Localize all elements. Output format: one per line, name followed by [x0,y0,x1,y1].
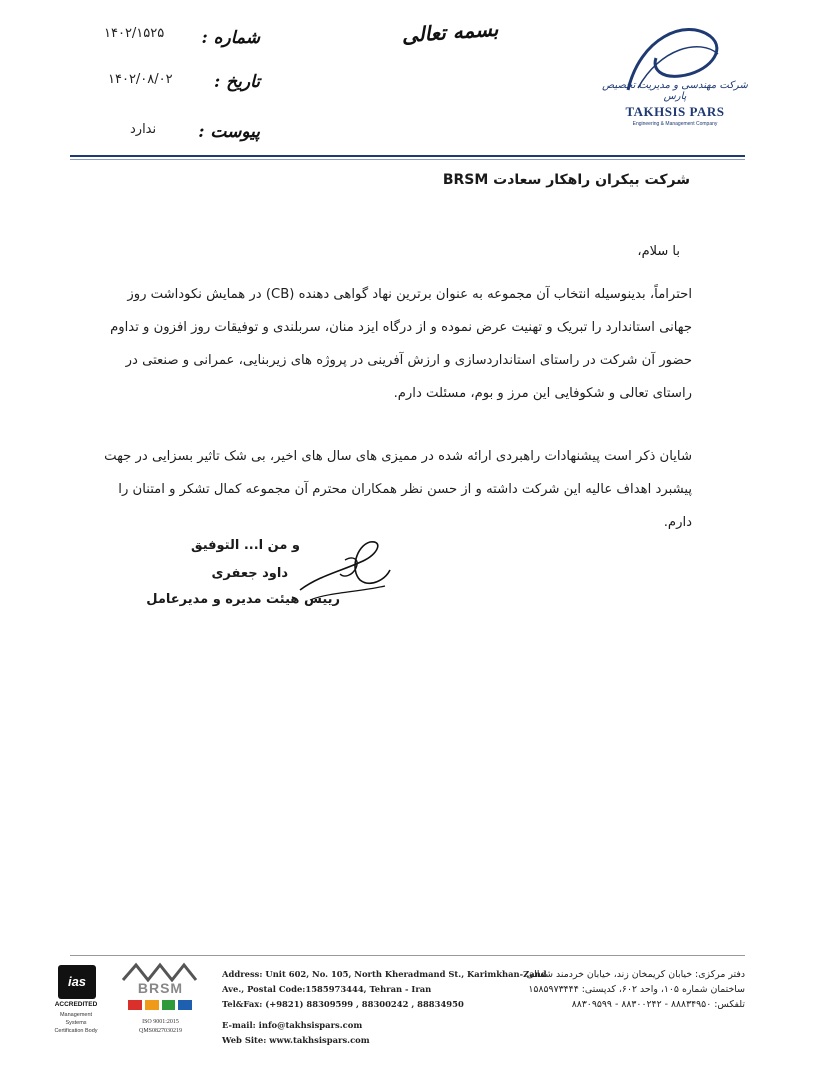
greeting: با سلام، [637,244,680,259]
closing: و من ا... التوفیق [190,538,300,553]
brsm-wave-icon [118,962,203,982]
number-value: ۱۴۰۲/۱۵۲۵ [104,26,165,41]
footer-website-en[interactable]: Web Site: www.takhsispars.com [222,1035,370,1045]
footer-address-en-2: Ave., Postal Code:1585973444, Tehran - Iran [222,984,432,994]
ias-logo: ias [58,965,96,999]
ias-caption-1: Management [59,1012,93,1018]
attachment-value: ندارد [130,122,157,137]
brsm-badge [118,962,203,1047]
brsm-orange-block [145,1000,159,1010]
footer-contact-en [222,967,547,1048]
footer-address-fa-1: دفتر مرکزی: خیابان کریمخان زند، خیابان خردمند شمالی، [523,969,745,980]
brsm-color-bar [128,1000,192,1010]
brsm-green-block [162,1000,176,1010]
footer-divider [70,955,745,956]
logo-en-name: TAKHSIS PARS [625,104,725,119]
logo-fa-name: شرکت مهندسی و مدیریت تخصیص پارس [602,80,748,102]
brsm-logo-text: BRSM [137,980,184,996]
brsm-red-block [128,1000,142,1010]
invocation-heading: بسمه تعالی [400,16,500,48]
ias-caption-3: Certification Body [54,1028,98,1034]
footer-address-fa-2: ساختمان شماره ۱۰۵، واحد ۶۰۲، کدپستی: ۱۵۸۵۹۷۳۴۴۴ [528,984,745,995]
company-logo [600,18,750,138]
signer-name: داود جعفری [211,566,288,581]
signature-icon [290,530,400,610]
footer-email-en[interactable]: E-mail: info@takhsispars.com [222,1020,363,1030]
ias-accredited: ACCREDITED [54,1001,98,1008]
number-label: شماره : [201,28,260,48]
ias-caption [40,1011,112,1035]
header-divider [70,155,745,157]
date-value: ۱۴۰۲/۰۸/۰۲ [108,72,173,87]
brsm-caption [118,1018,203,1036]
brsm-caption-1: ISO 9001:2015 [142,1019,179,1025]
brsm-caption-2: QMS0827030219 [138,1028,182,1034]
footer-telfax-en: Tel&Fax: (+9821) 88309599 , 88300242 , 88834950 [222,999,464,1009]
date-label: تاریخ : [213,72,260,92]
brsm-blue-block [178,1000,192,1010]
footer-address-en-1: Address: Unit 602, No. 105, North Kheradmand St., Karimkhan-Zand [222,969,547,979]
paragraph-1: احتراماً، بدینوسیله انتخاب آن مجموعه به عنوان برترین نهاد گواهی دهنده (CB) در همایش نکوداشت روز جهانی استاندارد را تبریک و تهنیت عرض نموده و از درگاه ایزد منان، سربلندی و توفیقات روز افزون و تداوم حضور آن شرکت در راستای استانداردسازی و ارزش آفرینی در پروژه های زیربنایی، عمرانی و صنعتی در راستای تعالی و شکوفایی این مرز و بوم، مسئلت دارم. [110,287,692,401]
logo-subtitle: Engineering & Management Company [632,121,718,127]
footer-contact-fa [505,967,745,1012]
ias-badge [40,965,112,1045]
recipient: شرکت بیکران راهکار سعادت BRSM [442,172,690,188]
signer-title: رییس هیئت مدیره و مدیرعامل [146,592,340,607]
header-divider-thin [70,159,745,160]
paragraph-2: شایان ذکر است پیشنهادات راهبردی ارائه شده در ممیزی های سال های اخیر، بی شک تاثیر بسزایی در جهت پیشبرد اهداف عالیه این شرکت داشته و از حسن نظر همکاران محترم آن مجموعه کمال تشکر و امتنان را دارم. [104,449,692,530]
ias-caption-2: Systems [65,1020,87,1026]
attachment-label: پیوست : [198,122,260,142]
footer-tel-fa: تلفکس: ۸۸۸۳۴۹۵۰ - ۸۸۳۰۰۲۴۲ - ۸۸۳۰۹۵۹۹ [571,999,745,1010]
